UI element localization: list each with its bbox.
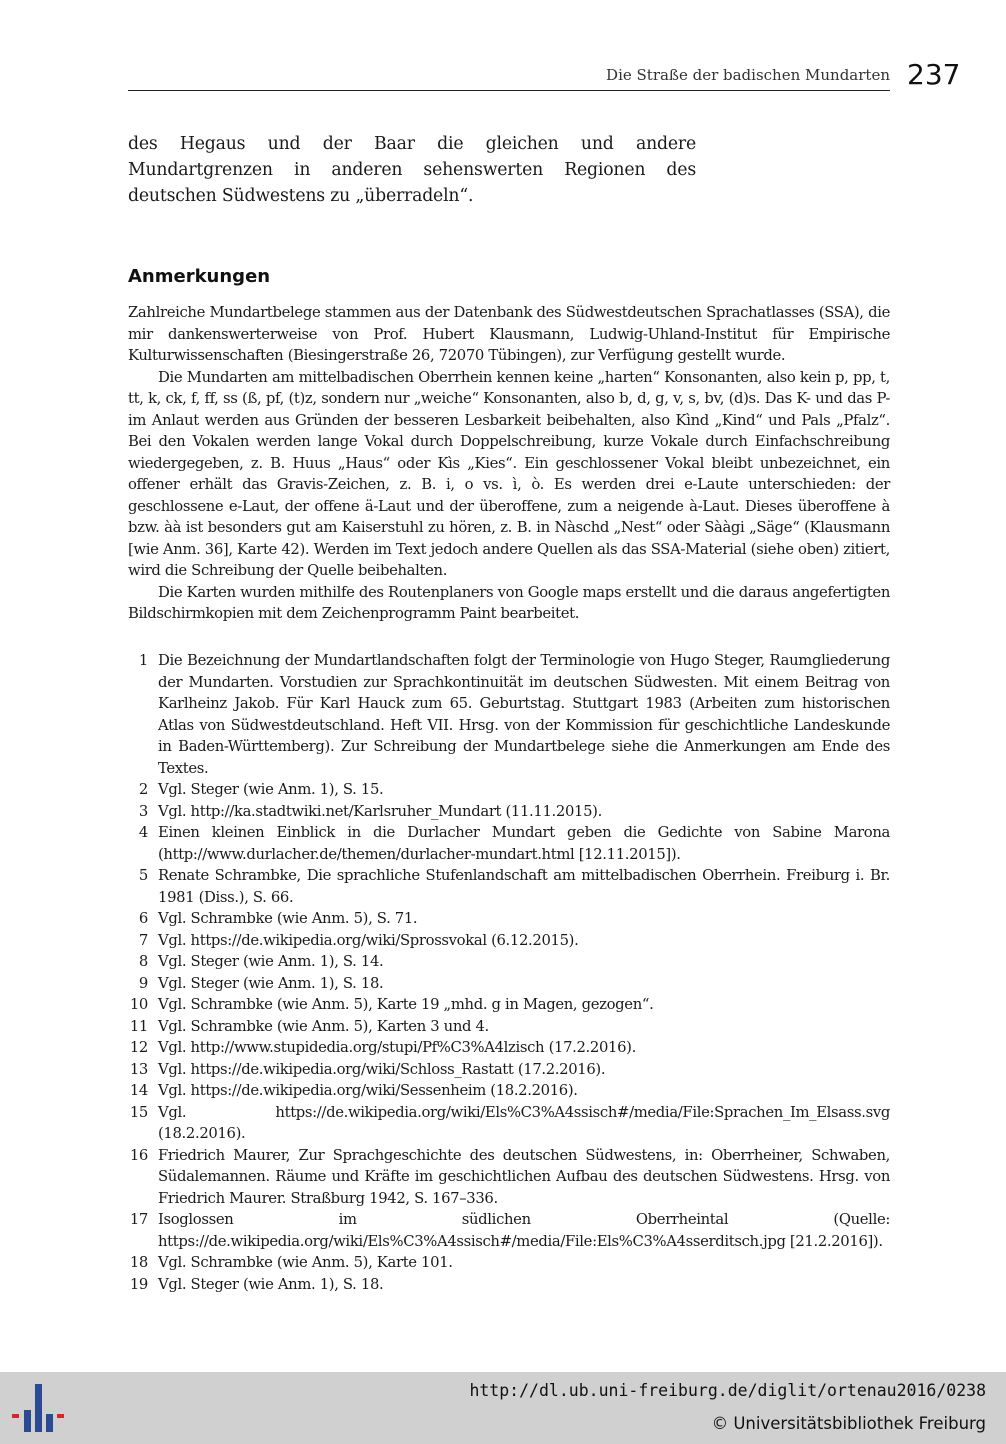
footnote-item [128, 1209, 890, 1252]
footnote-item [128, 930, 890, 952]
footnote-text: Vgl. https://de.wikipedia.org/wiki/Els%C3%A4ssisch#/media/File:Sprachen_Im_Elsass.svg (18.2.2016). [158, 1103, 890, 1142]
footnote-text: Friedrich Maurer, Zur Sprachgeschichte des deutschen Südwestens, in: Oberrheiner, Schwaben, Südalemannen. Räume und Kräfte im geschichtlichen Aufbau des deutschen Südwestens. Hrsg. von Friedrich Maurer. Straßburg 1942, S. 167–336. [158, 1146, 890, 1207]
footnote-list [128, 650, 890, 1295]
intro-text: des Hegaus und der Baar die gleichen und andere Mundartgrenzen in anderen sehenswerten Regionen des deutschen Südwestens zu „überradeln“. [128, 134, 696, 206]
footnote-number: 15 [129, 1103, 148, 1121]
footnote-number: 10 [129, 996, 148, 1013]
footnote-number: 17 [129, 1211, 148, 1228]
footnote-text: Renate Schrambke, Die sprachliche Stufenlandschaft am mittelbadischen Oberrhein. Freiburg i. Br. 1981 (Diss.), S. 66. [158, 867, 890, 906]
section-heading: Anmerkungen [128, 266, 271, 287]
footnote-number: 9 [138, 974, 148, 992]
notes-paragraph: Die Karten wurden mithilfe des Routenplaners von Google maps erstellt und die daraus angefertigten Bildschirmkopien mit dem Zeichenprogramm Paint bearbeitet. [128, 583, 890, 622]
footnote-number: 7 [138, 931, 148, 949]
page-number: 237 [907, 58, 961, 91]
footnote-number: 3 [138, 802, 148, 820]
footnote-text: Vgl. Schrambke (wie Anm. 5), Karten 3 und 4. [158, 1017, 489, 1035]
footnote-text: Vgl. https://de.wikipedia.org/wiki/Sprossvokal (6.12.2015). [158, 931, 579, 949]
footnote-number: 12 [129, 1039, 148, 1056]
footnote-text: Vgl. Schrambke (wie Anm. 5), Karte 101. [158, 1254, 453, 1271]
footer-bar [0, 1372, 1006, 1444]
footnote-item [128, 822, 890, 865]
footnote-text: Vgl. Steger (wie Anm. 1), S. 18. [158, 974, 384, 992]
footnote-number: 6 [138, 910, 148, 927]
running-title: Die Straße der badischen Mundarten [606, 66, 890, 84]
footnote-text: Vgl. https://de.wikipedia.org/wiki/Sessenheim (18.2.2016). [158, 1082, 578, 1099]
footnote-text: Vgl. Steger (wie Anm. 1), S. 15. [158, 781, 384, 798]
footnote-text: Vgl. Schrambke (wie Anm. 5), S. 71. [158, 910, 418, 927]
running-head [128, 62, 890, 91]
notes-body [128, 302, 890, 625]
footnote-item [128, 650, 890, 779]
footnote-item [128, 908, 890, 930]
footnote-item [128, 1274, 890, 1296]
notes-paragraph: Zahlreiche Mundartbelege stammen aus der Datenbank des Südwestdeutschen Sprachatlasses (SSA), die mir dankenswerterweise von Prof. Hubert Klausmann, Ludwig-Uhland-Institut für Empirische Kulturwissenschaften (Biesingerstraße 26, 72070 Tübingen), zur Verfügung gestellt wurde. [128, 304, 890, 364]
footnote-text: Die Bezeichnung der Mundartlandschaften folgt der Terminologie von Hugo Steger, Raumgliederung der Mundarten. Vorstudien zur Sprachkontinuität im deutschen Südwesten. Mit einem Beitrag von Karlheinz Jakob. Für Karl Hauck zum 65. Geburtstag. Stuttgart 1983 (Arbeiten zum historischen Atlas von Südwestdeutschland. Heft VII. Hrsg. von der Kommission für geschichtliche Landeskunde in Baden-Württemberg). Zur Schreibung der Mundartbelege siehe die Anmerkungen am Ende des Textes. [158, 652, 890, 777]
footnote-number: 16 [129, 1146, 148, 1164]
footnote-text: Vgl. Steger (wie Anm. 1), S. 14. [158, 953, 384, 970]
footnote-text: Vgl. Schrambke (wie Anm. 5), Karte 19 „mhd. g in Magen, gezogen“. [158, 996, 654, 1013]
ub-freiburg-logo-icon [12, 1384, 64, 1432]
footnote-item [128, 1080, 890, 1102]
footnote-number: 2 [138, 781, 148, 798]
footnote-item [128, 951, 890, 973]
footer-copyright: © Universitätsbibliothek Freiburg [711, 1414, 986, 1433]
footnote-text: Vgl. http://ka.stadtwiki.net/Karlsruher_Mundart (11.11.2015). [158, 802, 602, 820]
footnote-item [128, 801, 890, 823]
footnote-item [128, 1102, 890, 1145]
intro-paragraph [128, 131, 696, 209]
footnote-text: Einen kleinen Einblick in die Durlacher Mundart geben die Gedichte von Sabine Marona (http://www.durlacher.de/themen/durlacher-mundart.html [12.11.2015]). [158, 824, 890, 863]
footnote-number: 11 [129, 1017, 148, 1035]
footnote-item [128, 994, 890, 1016]
footnote-number: 5 [138, 867, 148, 884]
footnote-item [128, 1145, 890, 1210]
footnote-item [128, 1059, 890, 1081]
footnote-text: Isoglossen im südlichen Oberrheintal (Quelle: https://de.wikipedia.org/wiki/Els%C3%A4ssisch#/media/File:Els%C3%A4sserditsch.jpg [21.2.2016]). [158, 1211, 890, 1250]
footnote-item [128, 1037, 890, 1059]
footnote-number: 1 [138, 652, 148, 669]
footnote-number: 14 [129, 1082, 148, 1099]
footnote-item [128, 779, 890, 801]
footnote-number: 13 [129, 1060, 148, 1078]
footnote-item [128, 1016, 890, 1038]
footnote-number: 19 [129, 1275, 148, 1293]
footnote-item [128, 973, 890, 995]
footnote-text: Vgl. http://www.stupidedia.org/stupi/Pf%C3%A4lzisch (17.2.2016). [158, 1039, 636, 1056]
footnote-item [128, 865, 890, 908]
footnote-number: 4 [138, 824, 148, 841]
footnote-number: 8 [138, 953, 148, 970]
footnote-number: 18 [129, 1254, 148, 1271]
footer-url-link[interactable]: http://dl.ub.uni-freiburg.de/diglit/ortenau2016/0238 [469, 1381, 986, 1400]
footnote-text: Vgl. https://de.wikipedia.org/wiki/Schloss_Rastatt (17.2.2016). [158, 1060, 606, 1078]
notes-paragraph: Die Mundarten am mittelbadischen Oberrhein kennen keine „harten“ Konsonanten, also kein p, pp, t, tt, k, ck, f, ff, ss (ß, pf, (t)z, sondern nur „weiche“ Konsonanten, also b, d, g, v, s, bv, (d)s. Das K- und das P- im Anlaut werden aus Gründen der besseren Lesbarkeit beibehalten, also Kìnd „Kind“ und Pals „Pfalz“. Bei den Vokalen werden lange Vokal durch Doppelschreibung, kurze Vokale durch Einfachschreibung wiedergegeben, z. B. Huus „Haus“ oder Kìs „Kies“. Ein geschlossener Vokal bleibt unbezeichnet, ein offener erhält das Gravis-Zeichen, z. B. i, o vs. ì, ò. Es werden drei e-Laute unterschieden: der geschlossene e-Laut, der offene ä-Laut und der überoffene, zum a neigende à-Laut. Dieses überoffene à bzw. àà ist besonders gut am Kaiserstuhl zu hören, z. B. in Nàschd „Nest“ oder Sààgi „Säge“ (Klausmann [wie Anm. 36], Karte 42). Werden im Text jedoch andere Quellen als das SSA-Material (siehe oben) zitiert, wird die Schreibung der Quelle beibehalten. [128, 368, 890, 579]
footnote-item [128, 1252, 890, 1274]
footnote-text: Vgl. Steger (wie Anm. 1), S. 18. [158, 1275, 384, 1293]
